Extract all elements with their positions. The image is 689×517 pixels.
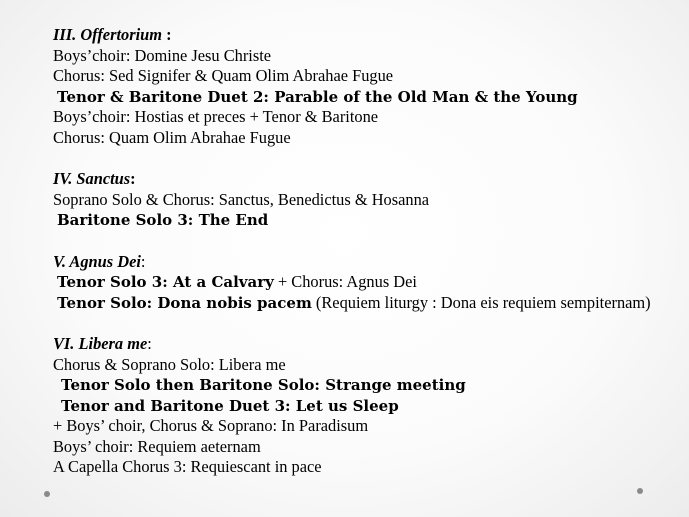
plain-text: + Chorus: Agnus Dei [273,272,417,292]
text-line: Boys’choir: Domine Jesu Christe [53,45,272,65]
bullet-dot-icon [44,491,50,497]
spacer [53,149,673,170]
heading-colon: : [130,169,136,189]
bold-text: Tenor and Baritone Duet 3: Let us Sleep [61,396,399,415]
plain-text: (Requiem liturgy : Dona eis requiem sempiternam) [311,292,651,312]
text-line: Boys’choir: Hostias et preces + Tenor & Baritone [53,107,379,127]
heading-text: IV. Sanctus [53,169,131,189]
text-line: Boys’ choir: Requiem aeternam [53,436,261,456]
bold-text: Tenor Solo 3: At a Calvary [57,273,274,292]
text-line: A Capella Chorus 3: Requiescant in pace [53,457,322,477]
mixed-line-wrapped [53,293,673,314]
bold-line [53,87,673,108]
heading-colon: : [147,333,152,353]
bold-line [53,396,673,417]
heading-colon: : [162,25,172,44]
text-line: Chorus & Soprano Solo: Libera me [53,354,286,374]
bold-text: Tenor & Baritone Duet 2: Parable of the Old Man & the Young [57,87,578,106]
spacer [53,231,673,252]
text-line: Chorus: Sed Signifer & Quam Olim Abrahae Fugue [53,66,394,86]
slide-content [53,25,673,478]
text-line: + Boys’ choir, Chorus & Soprano: In Paradisum [53,416,369,436]
text-line: Chorus: Quam Olim Abrahae Fugue [53,127,291,147]
text-line: Soprano Solo & Chorus: Sanctus, Benedictus & Hosanna [53,189,430,209]
bullet-dot-icon [637,488,643,494]
mixed-line [53,272,673,293]
heading-text: VI. Libera me [53,333,148,353]
heading-colon: : [140,251,146,271]
section-heading-offertorium [53,25,673,46]
bold-line [53,375,673,396]
bold-text: Tenor Solo then Baritone Solo: Strange meeting [61,376,466,395]
section-heading-libera-me [53,334,673,355]
section-heading-agnus-dei [53,252,673,273]
bold-text: Tenor Solo: Dona nobis pacem [57,293,312,312]
heading-text: V. Agnus Dei [53,251,141,271]
bold-line [53,210,673,231]
bold-text: Baritone Solo 3: The End [57,211,269,230]
section-heading-sanctus [53,169,673,190]
heading-text: III. Offertorium [53,25,162,44]
spacer [53,313,673,334]
